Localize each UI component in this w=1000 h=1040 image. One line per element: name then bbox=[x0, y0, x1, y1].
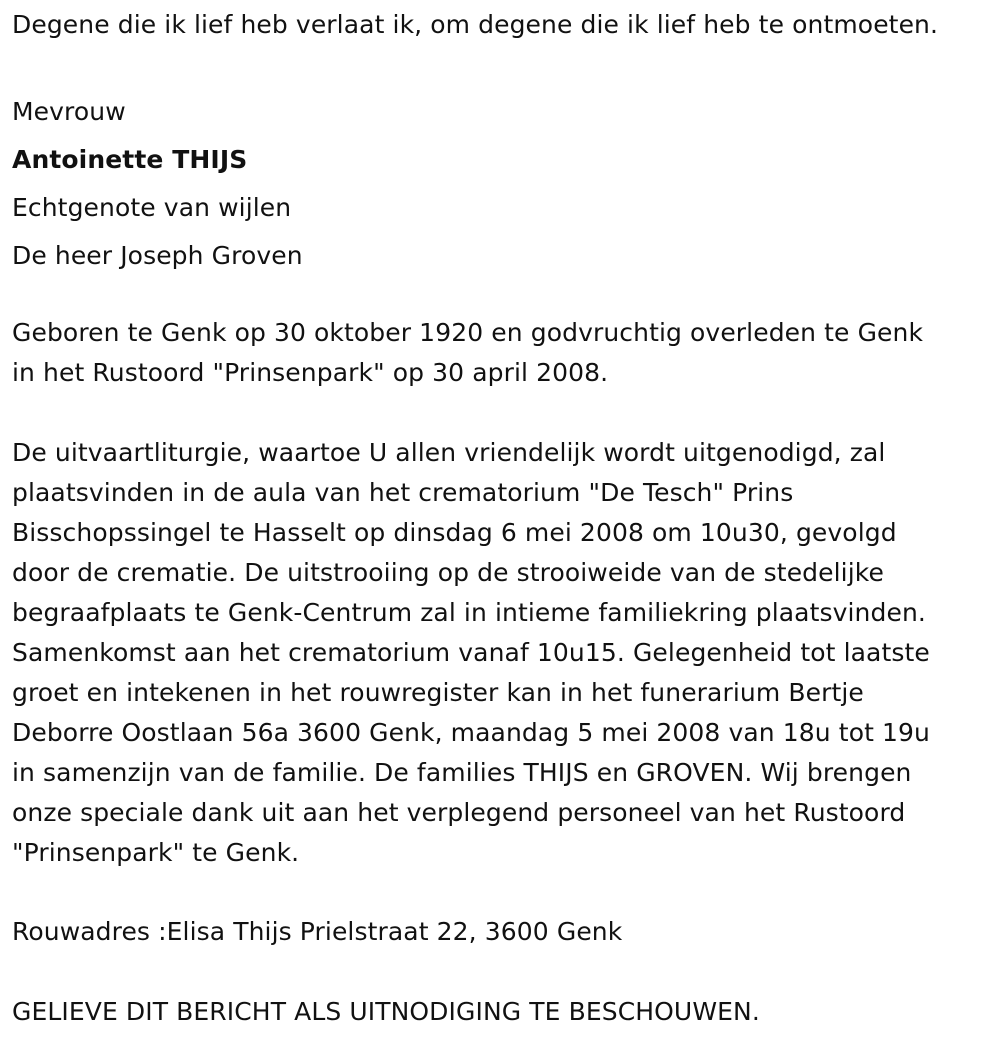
mourning-address-block bbox=[12, 912, 622, 952]
birth-death-paragraph bbox=[12, 313, 923, 393]
relation-text: Echtgenote van wijlen bbox=[12, 193, 292, 222]
paragraph-line: plaatsvinden in de aula van het crematorium "De Tesch" Prins bbox=[12, 478, 794, 507]
mourning-address: Rouwadres :Elisa Thijs Prielstraat 22, 3600 Genk bbox=[12, 917, 623, 946]
closing-note-block bbox=[12, 992, 760, 1032]
paragraph-line: begraafplaats te Genk-Centrum zal in intieme familiekring plaatsvinden. bbox=[12, 598, 926, 627]
deceased-header bbox=[12, 88, 303, 280]
spouse-name: De heer Joseph Groven bbox=[12, 241, 303, 270]
intro-quote: Degene die ik lief heb verlaat ik, om degene die ik lief heb te ontmoeten. bbox=[12, 10, 939, 39]
deceased-name: Antoinette THIJS bbox=[12, 145, 248, 174]
paragraph-line: Deborre Oostlaan 56a 3600 Genk, maandag 5 mei 2008 van 18u tot 19u bbox=[12, 718, 930, 747]
funeral-details-paragraph bbox=[12, 433, 930, 873]
paragraph-line: groet en intekenen in het rouwregister kan in het funerarium Bertje bbox=[12, 678, 864, 707]
paragraph-line: "Prinsenpark" te Genk. bbox=[12, 838, 300, 867]
paragraph-line: onze speciale dank uit aan het verplegend personeel van het Rustoord bbox=[12, 798, 906, 827]
paragraph-line: in samenzijn van de familie. De families THIJS en GROVEN. Wij brengen bbox=[12, 758, 912, 787]
paragraph-line: door de crematie. De uitstrooiing op de strooiweide van de stedelijke bbox=[12, 558, 884, 587]
paragraph-line: Geboren te Genk op 30 oktober 1920 en godvruchtig overleden te Genk bbox=[12, 318, 924, 347]
closing-note: GELIEVE DIT BERICHT ALS UITNODIGING TE BESCHOUWEN. bbox=[12, 997, 760, 1026]
paragraph-line: Bisschopssingel te Hasselt op dinsdag 6 mei 2008 om 10u30, gevolgd bbox=[12, 518, 897, 547]
paragraph-line: in het Rustoord "Prinsenpark" op 30 april 2008. bbox=[12, 358, 609, 387]
salutation: Mevrouw bbox=[12, 97, 126, 126]
paragraph-line: De uitvaartliturgie, waartoe U allen vriendelijk wordt uitgenodigd, zal bbox=[12, 438, 886, 467]
paragraph-line: Samenkomst aan het crematorium vanaf 10u15. Gelegenheid tot laatste bbox=[12, 638, 930, 667]
